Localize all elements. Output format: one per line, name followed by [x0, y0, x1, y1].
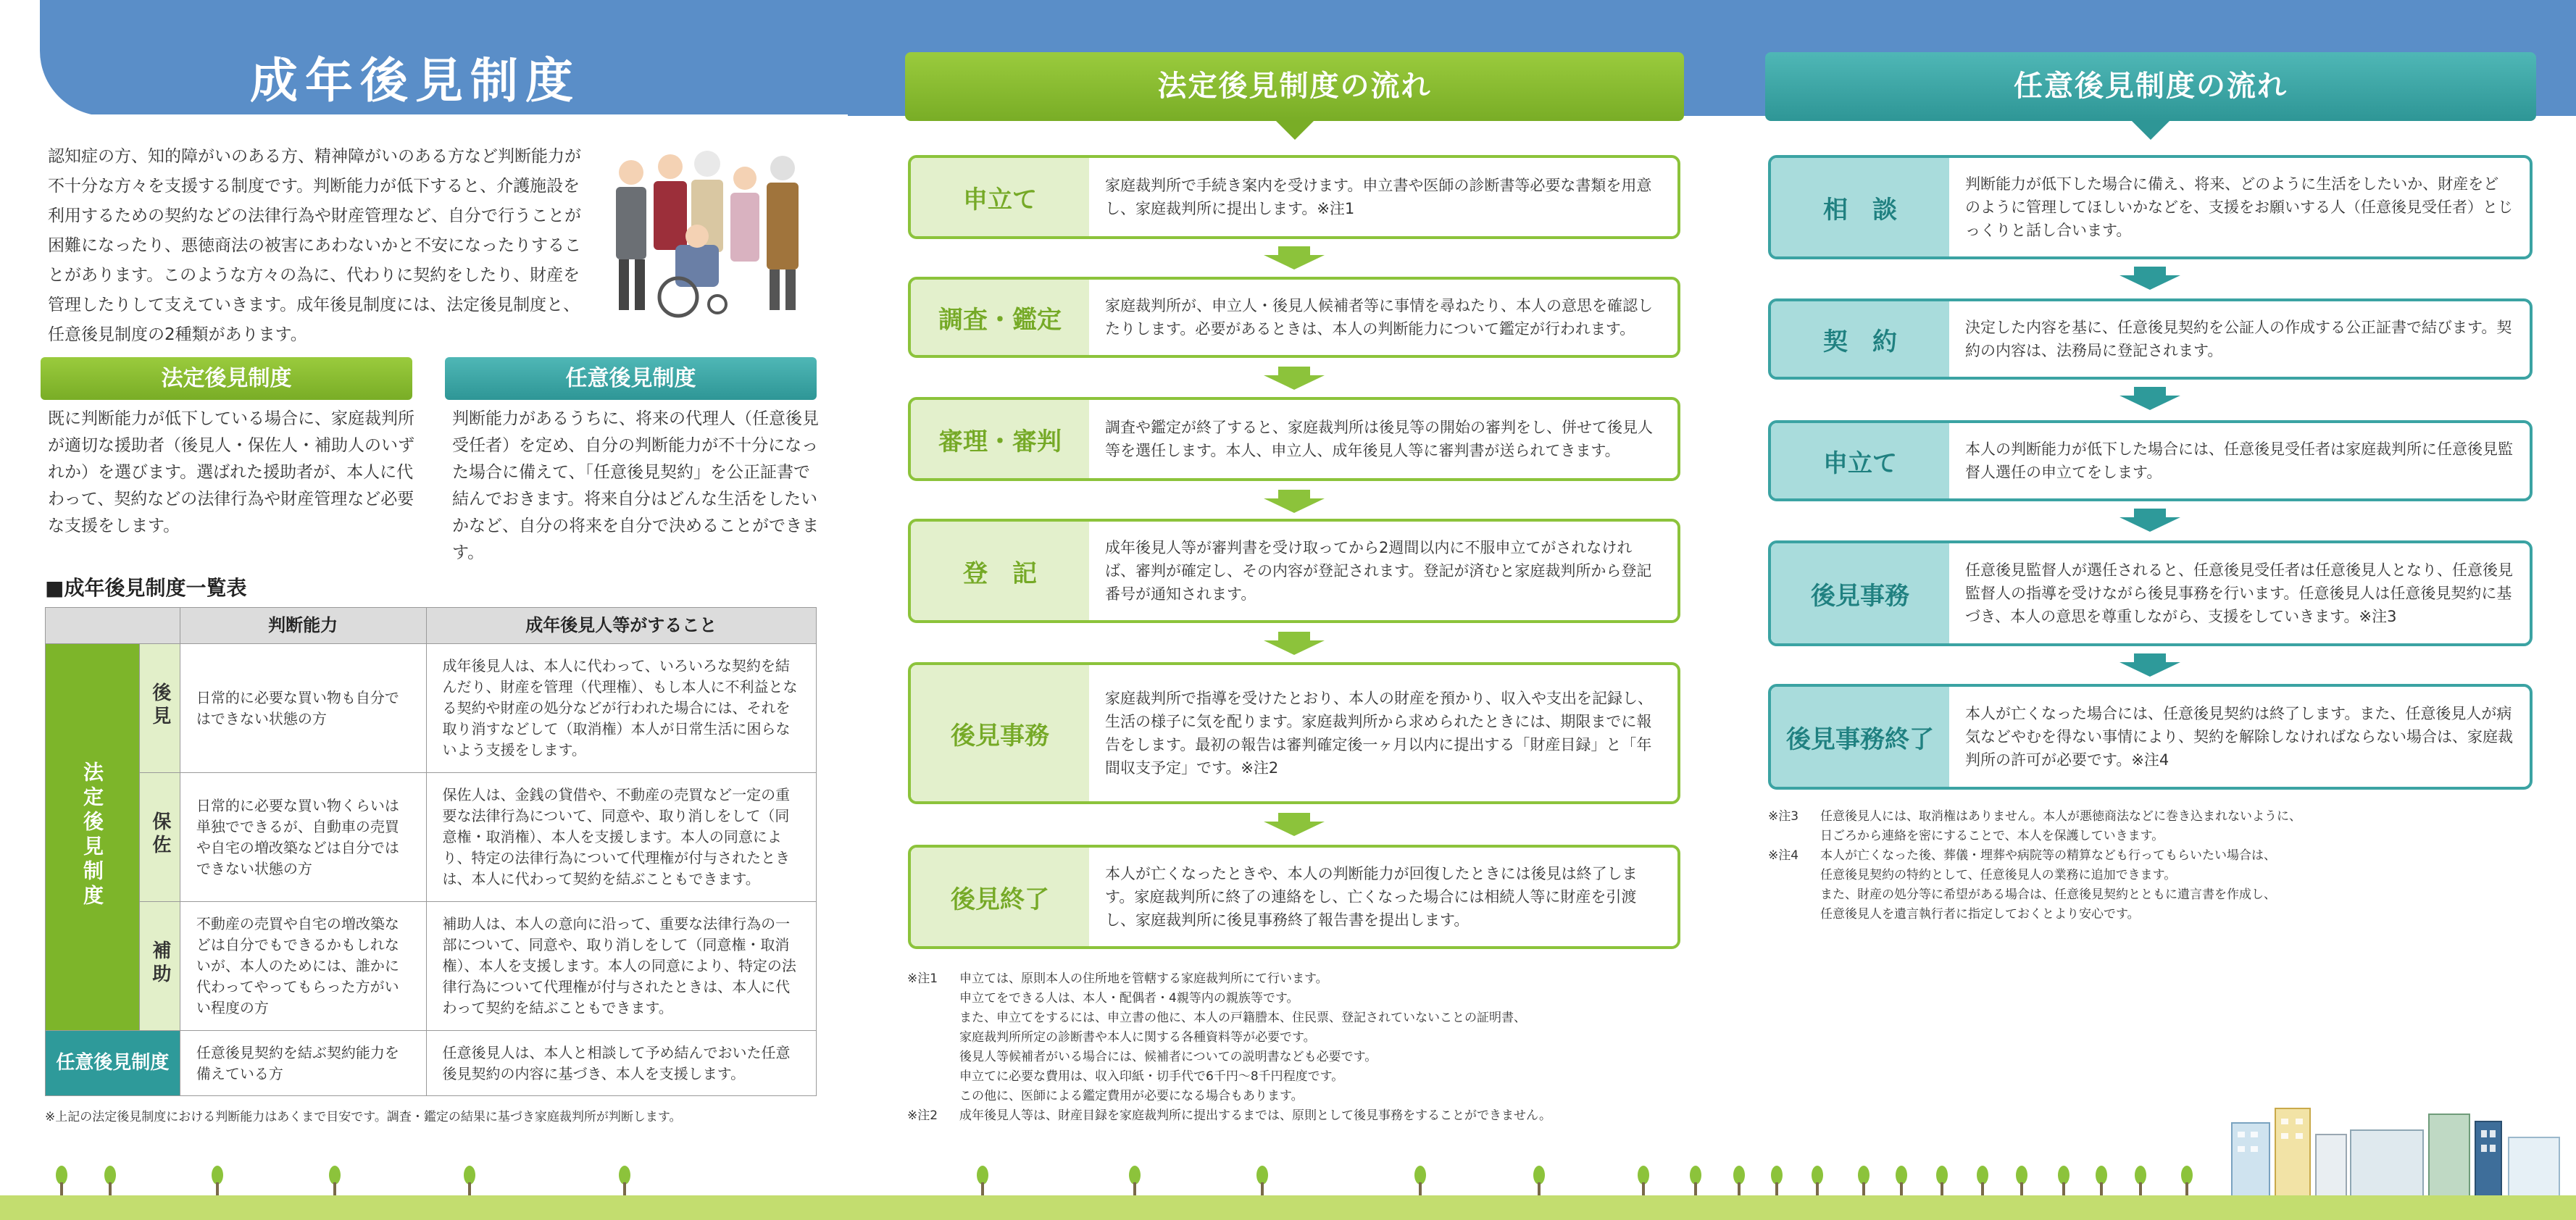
- table-cell-ability: 日常的に必要な買い物くらいは単独でできるが、自動車の売買や自宅の増改築などは自分ではできない状態の方: [180, 773, 426, 902]
- hotei-row-label: 法定後見制度: [46, 644, 140, 1031]
- step-label: 申立て: [1771, 423, 1949, 498]
- flow-arrow-icon: [2119, 662, 2180, 677]
- step-label: 後見終了: [911, 848, 1089, 946]
- step-label: 後見事務終了: [1771, 687, 1949, 787]
- table-cell-ability: 任意後見契約を結ぶ契約能力を備えている方: [180, 1031, 426, 1096]
- ground-strip: [0, 1195, 2576, 1220]
- table-cell-role: 任意後見人は、本人と相談して予め結んでおいた任意後見契約の内容に基づき、本人を支援します。: [426, 1031, 816, 1096]
- step-text: 決定した内容を基に、任意後見契約を公証人の作成する公正証書で結びます。契約の内容は、法務局に登記されます。: [1965, 319, 2512, 359]
- table-row-type: 補助: [139, 902, 180, 1031]
- step-label: 相 談: [1771, 158, 1949, 256]
- tree-row-illustration: [0, 1161, 2576, 1197]
- step-label: 登 記: [911, 522, 1089, 620]
- flow-arrow-icon: [2119, 275, 2180, 290]
- hotei-step: [908, 397, 1680, 481]
- nini-category-heading: 任意後見制度: [445, 357, 817, 400]
- table-header-role: 成年後見人等がすること: [426, 608, 816, 644]
- table-row: [46, 902, 817, 1031]
- note-line: また、申立てをするには、申立書の他に、本人の戸籍謄本、住民票、登記されていないことの証明書、: [959, 1011, 1526, 1025]
- nini-flow-heading: 任意後見制度の流れ: [1765, 52, 2536, 121]
- table-cell-ability: 不動産の売買や自宅の増改築などは自分でもできるかもしれないが、本人のためには、誰かに代わってやってもらった方がいい程度の方: [180, 902, 426, 1031]
- intro-text: 認知症の方、知的障がいのある方、精神障がいのある方など判断能力が不十分な方々を支援する制度です。判断能力が低下すると、介護施設を利用するための契約などの法律行為や財産管理など、自分で行うことが困難になったり、悪徳商法の被害にあわないかと不安になったりすることがあります。このような方々の為に、代わりに契約をしたり、財産を管理したりして支えていきます。成年後見制度には、法定後見制度と、任意後見制度の2種類があります。: [48, 147, 581, 344]
- flow-arrow-icon: [1264, 375, 1325, 390]
- note-label: ※注1: [907, 972, 938, 986]
- system-summary-table: [45, 607, 817, 1096]
- table-header-ability: 判断能力: [180, 608, 426, 644]
- table-row: [46, 644, 817, 773]
- table-cell-role: 補助人は、本人の意向に沿って、重要な法律行為の一部について、同意や、取り消しをして（同意権・取消権）、本人を支援します。本人の同意により、特定の法律行為について代理権が付与されたときは、本人に代わって契約を結ぶこともできます。: [426, 902, 816, 1031]
- nini-step: [1768, 684, 2533, 790]
- note-line: この他に、医師による鑑定費用が必要になる場合もあります。: [959, 1089, 1304, 1103]
- hotei-step: [908, 155, 1680, 239]
- note-line: 申立てに必要な費用は、収入印紙・切手代で6千円～8千円程度です。: [959, 1069, 1344, 1084]
- note-label: ※注2: [907, 1108, 938, 1123]
- table-footnote: ※上記の法定後見制度における判断能力はあくまで目安です。調査・鑑定の結果に基づき家庭裁判所が判断します。: [45, 1110, 682, 1124]
- hotei-flow-heading: 法定後見制度の流れ: [905, 52, 1684, 121]
- note-label: ※注4: [1768, 848, 1799, 863]
- flow-arrow-icon: [1264, 640, 1325, 655]
- hotei-category-text: 既に判断能力が低下している場合に、家庭裁判所が適切な援助者（後見人・保佐人・補助人のいずれか）を選びます。選ばれた援助者が、本人に代わって、契約などの法律行為や財産管理など必要な支援をします。: [48, 409, 414, 535]
- step-text: 本人が亡くなった場合には、任意後見契約は終了します。また、任意後見人が病気などやむを得ない事情により、契約を解除しなければならない場合は、家庭裁判所の許可が必要です。※注4: [1965, 705, 2513, 769]
- nini-step: [1768, 155, 2533, 259]
- nini-category-text: 判断能力があるうちに、将来の代理人（任意後見受任者）を定め、自分の判断能力が不十分になった場合に備えて、「任意後見契約」を公正証書で結んでおきます。将来自分はどんな生活をしたいかなど、自分の将来を自分で決めることができます。: [452, 409, 819, 562]
- note-line: 本人が亡くなった後、葬儀・埋葬や病院等の精算なども行ってもらいたい場合は、: [1820, 848, 2276, 863]
- note-line: 任意後見人を遺言執行者に指定しておくとより安心です。: [1820, 907, 2140, 922]
- hotei-category-heading: 法定後見制度: [41, 357, 412, 400]
- hotei-step: [908, 277, 1680, 358]
- table-row: [46, 1031, 817, 1096]
- table-row-type: 保佐: [139, 773, 180, 902]
- page-title: 成年後見制度: [250, 53, 580, 109]
- table-header-blank: [46, 608, 180, 644]
- nini-step: [1768, 540, 2533, 646]
- step-text: 成年後見人等が審判書を受け取ってから2週間以内に不服申立てがされなければ、審判が確定し、その内容が登記されます。登記が済むと家庭裁判所から登記番号が通知されます。: [1105, 539, 1652, 603]
- hotei-step: [908, 845, 1680, 949]
- flow-arrow-icon: [2119, 517, 2180, 532]
- note-line: 申立ては、原則本人の住所地を管轄する家庭裁判所にて行います。: [959, 972, 1328, 986]
- note-label: ※注3: [1768, 809, 1799, 824]
- flow-arrow-icon: [1264, 498, 1325, 513]
- step-label: 申立て: [911, 158, 1089, 236]
- step-label: 後見事務: [1771, 543, 1949, 643]
- step-label: 後見事務: [911, 665, 1089, 801]
- hotei-step: [908, 519, 1680, 623]
- table-row: [46, 773, 817, 902]
- city-buildings-illustration: [2225, 1101, 2565, 1197]
- step-label: 契 約: [1771, 301, 1949, 377]
- note-line: また、財産の処分等に希望がある場合は、任意後見契約とともに遺言書を作成し、: [1820, 887, 2276, 902]
- step-text: 家庭裁判所で指導を受けたとおり、本人の財産を預かり、収入や支出を記録し、生活の様子に気を配ります。家庭裁判所から求められたときには、期限までに報告をします。最初の報告は審判確定後一ヶ月以内に提出する「財産目録」と「年間収支予定」です。※注2: [1105, 690, 1653, 777]
- note-line: 任意後見契約の特約として、任意後見人の業務に追加できます。: [1820, 868, 2177, 882]
- nini-row-label: 任意後見制度: [46, 1031, 180, 1096]
- note-line: 家庭裁判所所定の診断書や本人に関する各種資料等が必要です。: [959, 1030, 1316, 1045]
- nini-step: [1768, 298, 2533, 380]
- flow-arrow-icon: [1264, 255, 1325, 270]
- note-line: 日ごろから連絡を密にすることで、本人を保護していきます。: [1820, 829, 2164, 843]
- flow-arrow-icon: [2119, 396, 2180, 410]
- nini-notes: [1768, 807, 2536, 924]
- hotei-notes: [907, 969, 1675, 1126]
- table-header-row: [46, 608, 817, 644]
- step-text: 家庭裁判所で手続き案内を受けます。申立書や医師の診断書等必要な書類を用意し、家庭裁判所に提出します。※注1: [1105, 177, 1652, 217]
- step-text: 任意後見監督人が選任されると、任意後見受任者は任意後見人となり、任意後見監督人の指導を受けながら後見事務を行います。任意後見人は任意後見契約に基づき、本人の意思を尊重しながら、支援をしていきます。※注3: [1965, 561, 2513, 625]
- note-line: 後見人等候補者がいる場合には、候補者についての説明書なども必要です。: [959, 1050, 1377, 1064]
- table-cell-role: 保佐人は、金銭の貸借や、不動産の売買など一定の重要な法律行為について、同意や、取り消しをして（同意権・取消権）、本人を支援します。本人の同意により、特定の法律行為について代理権が付与されたときは、本人に代わって契約を結ぶこともできます。: [426, 773, 816, 902]
- table-cell-ability: 日常的に必要な買い物も自分ではできない状態の方: [180, 644, 426, 773]
- step-text: 本人が亡くなったときや、本人の判断能力が回復したときには後見は終了します。家庭裁判所に終了の連絡をし、亡くなった場合には相続人等に財産を引渡し、家庭裁判所に後見事務終了報告書を提出します。: [1105, 865, 1638, 929]
- step-text: 判断能力が低下した場合に備え、将来、どのように生活をしたいか、財産をどのように管理してほしいかなどを、支援をお願いする人（任意後見受任者）とじっくりと話し合います。: [1965, 175, 2513, 239]
- step-text: 本人の判断能力が低下した場合には、任意後見受任者は家庭裁判所に任意後見監督人選任の申立てをします。: [1965, 440, 2513, 481]
- step-label: 審理・審判: [911, 400, 1089, 478]
- table-row-type: 後見: [139, 644, 180, 773]
- note-line: 申立てをできる人は、本人・配偶者・4親等内の親族等です。: [959, 991, 1299, 1006]
- table-cell-role: 成年後見人は、本人に代わって、いろいろな契約を結んだり、財産を管理（代理権）、もし本人に不利益となる契約や財産の処分などが行われた場合には、それを取り消すなどして（取消権）本人が日常生活に困らないよう支援をします。: [426, 644, 816, 773]
- note-line: 任意後見人には、取消権はありません。本人が悪徳商法などに巻き込まれないように、: [1820, 809, 2302, 824]
- elderly-family-illustration: [609, 136, 819, 325]
- step-text: 家庭裁判所が、申立人・後見人候補者等に事情を尋ねたり、本人の意思を確認したりします。必要があるときは、本人の判断能力について鑑定が行われます。: [1105, 297, 1653, 338]
- step-text: 調査や鑑定が終了すると、家庭裁判所は後見等の開始の審判をし、併せて後見人等を選任します。本人、申立人、成年後見人等に審判書が送られてきます。: [1105, 419, 1653, 459]
- step-label: 調査・鑑定: [911, 280, 1089, 355]
- table-section-title: ■成年後見制度一覧表: [45, 576, 247, 600]
- flow-arrow-icon: [1264, 822, 1325, 836]
- hotei-step: [908, 662, 1680, 804]
- nini-step: [1768, 420, 2533, 501]
- note-line: 成年後見人等は、財産目録を家庭裁判所に提出するまでは、原則として後見事務をすることができません。: [959, 1108, 1552, 1123]
